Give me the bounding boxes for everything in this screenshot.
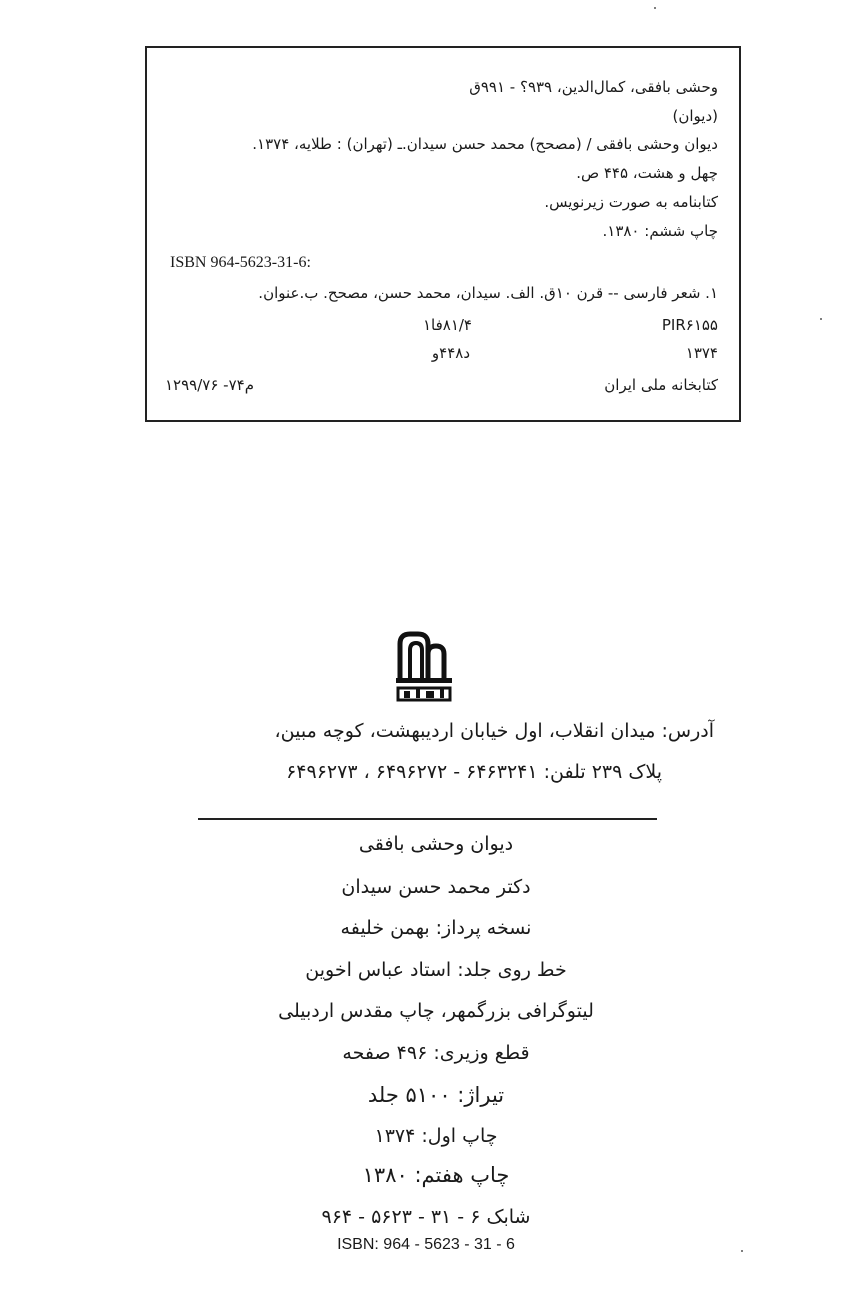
credit-lithography: لیتوگرافی بزرگمهر، چاپ مقدس اردبیلی <box>278 1000 594 1022</box>
divider <box>198 818 657 820</box>
catalog-author: وحشی بافقی، کمال‌الدین، ۹۳۹؟ - ۹۹۱ق <box>469 78 718 96</box>
publisher-address: آدرس: میدان انقلاب، اول خیابان اردیبهشت، کوچه مبین، <box>274 720 714 742</box>
isbn-bottom: ISBN: 964 - 5623 - 31 - 6 <box>337 1236 515 1253</box>
catalog-uniform-title: (دیوان) <box>672 107 718 125</box>
credit-format: قطع وزیری: ۴۹۶ صفحه <box>342 1042 530 1064</box>
catalog-cutter: د۴۴۸و <box>431 344 470 362</box>
scan-speck <box>741 1250 743 1252</box>
catalog-subjects: ۱. شعر فارسی -- قرن ۱۰ق. الف. سیدان، محمد حسن، مصحح. ب.عنوان. <box>258 284 718 302</box>
catalog-pages: چهل و هشت، ۴۴۵ ص. <box>576 164 718 182</box>
catalog-class-number: PIR۶۱۵۵ <box>661 316 718 334</box>
credit-shabak: شابک ۶ - ۳۱ - ۵۶۲۳ - ۹۶۴ <box>321 1206 531 1228</box>
taliyeh-logo-icon <box>390 628 458 704</box>
credit-print-run: تیراژ: ۵۱۰۰ جلد <box>367 1083 505 1107</box>
catalog-library-number: م۷۴- ۱۲۹۹/۷۶ <box>165 376 255 394</box>
credit-editor: دکتر محمد حسن سیدان <box>341 876 531 898</box>
credit-calligraphy: خط روی جلد: استاد عباس اخوین <box>305 959 567 981</box>
catalog-year: ۱۳۷۴ <box>685 344 718 362</box>
publisher-logo <box>390 628 458 704</box>
catalog-edition: چاپ ششم: ۱۳۸۰. <box>602 222 718 240</box>
scan-speck <box>820 318 822 320</box>
credit-book-title: دیوان وحشی بافقی <box>358 833 514 855</box>
catalog-isbn: ISBN 964-5623-31-6: <box>170 254 311 271</box>
scan-speck <box>654 7 656 9</box>
credit-seventh-edition: چاپ هفتم: ۱۳۸۰ <box>362 1163 510 1187</box>
publisher-phone: پلاک ۲۳۹ تلفن: ۶۴۶۳۲۴۱ - ۶۴۹۶۲۷۲ ، ۶۴۹۶۲۷۳ <box>286 761 662 783</box>
catalog-title: دیوان وحشی بافقی / (مصحح) محمد حسن سیدان.ـ (تهران) : طلایه، ۱۳۷۴. <box>252 135 718 153</box>
catalog-bibliography-note: کتابنامه به صورت زیرنویس. <box>544 193 718 211</box>
catalog-dewey: ۸۱/۴فا۱ <box>422 316 472 334</box>
credit-typesetter: نسخه پرداز: بهمن خلیفه <box>340 917 532 939</box>
catalog-library: کتابخانه ملی ایران <box>604 376 718 394</box>
credit-first-edition: چاپ اول: ۱۳۷۴ <box>374 1125 498 1147</box>
